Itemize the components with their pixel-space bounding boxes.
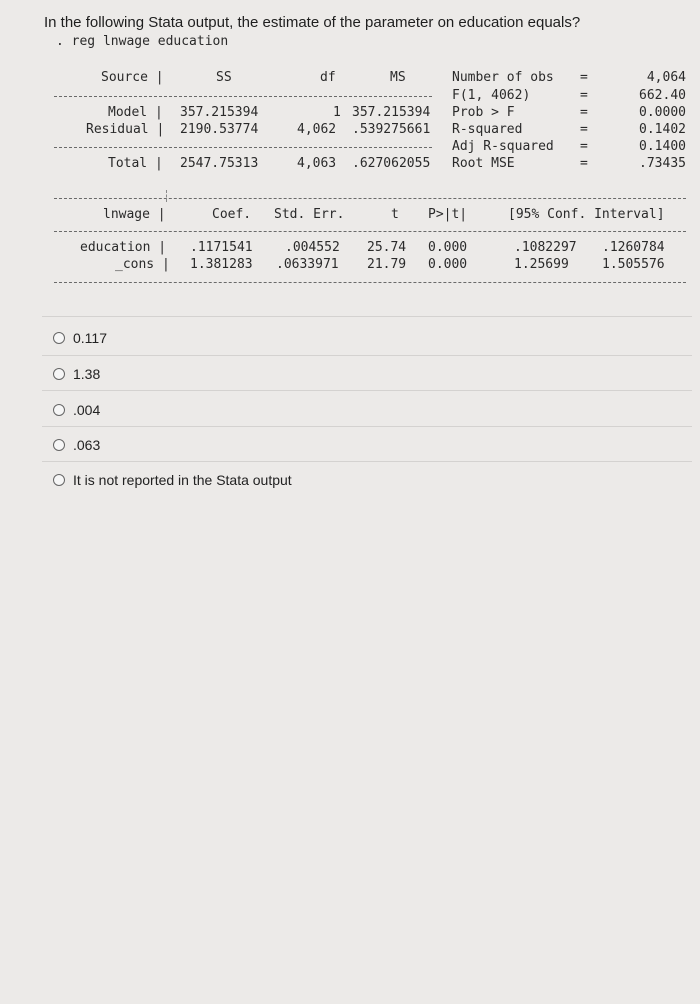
question-text: In the following Stata output, the estimate of the parameter on education equals? <box>44 14 581 31</box>
residual-ss: 2190.53774 <box>180 122 259 137</box>
coef-row-p: 0.000 <box>428 240 468 255</box>
coef-row-ci-low: 1.25699 <box>514 257 569 272</box>
stata-output <box>48 32 688 292</box>
divider <box>42 461 692 462</box>
total-ss: 2547.75313 <box>180 156 259 171</box>
total-df: 4,063 <box>297 156 337 171</box>
model-df: 1 <box>333 105 341 120</box>
coef-row-ci-high: .1260784 <box>602 240 665 255</box>
radio-icon[interactable] <box>53 368 65 380</box>
stat-equals: = <box>580 70 588 85</box>
coef-header-coef: Coef. <box>212 207 252 222</box>
coef-row-var: _cons | <box>115 257 170 272</box>
model-ss: 357.215394 <box>180 105 259 120</box>
stat-value: 0.0000 <box>639 105 686 120</box>
anova-total-divider <box>54 147 432 148</box>
stat-equals: = <box>580 88 588 103</box>
stat-label: Adj R-squared <box>452 139 554 154</box>
stat-label: Number of obs <box>452 70 554 85</box>
coef-row-ci-low: .1082297 <box>514 240 577 255</box>
coef-header-divider <box>54 231 686 232</box>
coef-row-ci-high: 1.505576 <box>602 257 665 272</box>
divider <box>42 390 692 391</box>
stat-equals: = <box>580 105 588 120</box>
coef-header-t: t <box>391 207 399 222</box>
answer-option-label: .004 <box>73 402 101 418</box>
anova-header-ms: MS <box>390 70 406 85</box>
answer-option[interactable] <box>53 402 100 418</box>
coef-row-coef: .1171541 <box>190 240 253 255</box>
coef-header-se: Std. Err. <box>274 207 345 222</box>
stat-value: .73435 <box>639 156 686 171</box>
stat-label: Root MSE <box>452 156 515 171</box>
anova-header-divider <box>54 96 432 97</box>
coef-row-p: 0.000 <box>428 257 468 272</box>
model-label: Model | <box>108 105 163 120</box>
cursor-mark <box>166 190 167 202</box>
anova-header-df: df <box>320 70 336 85</box>
stat-label: R-squared <box>452 122 523 137</box>
coef-header-var: lnwage | <box>103 207 166 222</box>
stat-equals: = <box>580 139 588 154</box>
stat-value: 0.1402 <box>639 122 686 137</box>
stat-label: Prob > F <box>452 105 515 120</box>
divider <box>42 426 692 427</box>
divider <box>42 355 692 356</box>
coef-header-p: P>|t| <box>428 207 468 222</box>
stat-equals: = <box>580 156 588 171</box>
answer-option-label: 0.117 <box>73 330 107 346</box>
divider <box>42 316 692 317</box>
stat-value: 4,064 <box>646 70 686 85</box>
answer-option[interactable] <box>53 437 100 453</box>
total-ms: .627062055 <box>352 156 431 171</box>
coef-row-se: .004552 <box>285 240 340 255</box>
coef-top-divider <box>54 198 686 199</box>
answer-option[interactable] <box>53 472 292 488</box>
radio-icon[interactable] <box>53 332 65 344</box>
stata-command: . reg lnwage education <box>56 34 229 49</box>
answer-option[interactable] <box>53 330 107 346</box>
residual-df: 4,062 <box>297 122 337 137</box>
coef-row-t: 25.74 <box>367 240 407 255</box>
stat-value: 662.40 <box>639 88 686 103</box>
residual-ms: .539275661 <box>352 122 431 137</box>
stat-equals: = <box>580 122 588 137</box>
anova-header-ss: SS <box>216 70 232 85</box>
residual-label: Residual | <box>86 122 165 137</box>
answer-option[interactable] <box>53 366 100 382</box>
stat-label: F(1, 4062) <box>452 88 531 103</box>
coef-header-ci: [95% Conf. Interval] <box>508 207 665 222</box>
answer-option-label: 1.38 <box>73 366 101 382</box>
radio-icon[interactable] <box>53 474 65 486</box>
radio-icon[interactable] <box>53 404 65 416</box>
coef-row-coef: 1.381283 <box>190 257 253 272</box>
anova-header-source: Source | <box>101 70 164 85</box>
model-ms: 357.215394 <box>352 105 431 120</box>
stat-value: 0.1400 <box>639 139 686 154</box>
coef-row-t: 21.79 <box>367 257 407 272</box>
coef-bottom-divider <box>54 282 686 283</box>
answer-option-label: It is not reported in the Stata output <box>73 472 292 488</box>
answer-option-label: .063 <box>73 437 101 453</box>
coef-row-var: education | <box>80 240 167 255</box>
total-label: Total | <box>108 156 163 171</box>
radio-icon[interactable] <box>53 439 65 451</box>
coef-row-se: .0633971 <box>276 257 339 272</box>
